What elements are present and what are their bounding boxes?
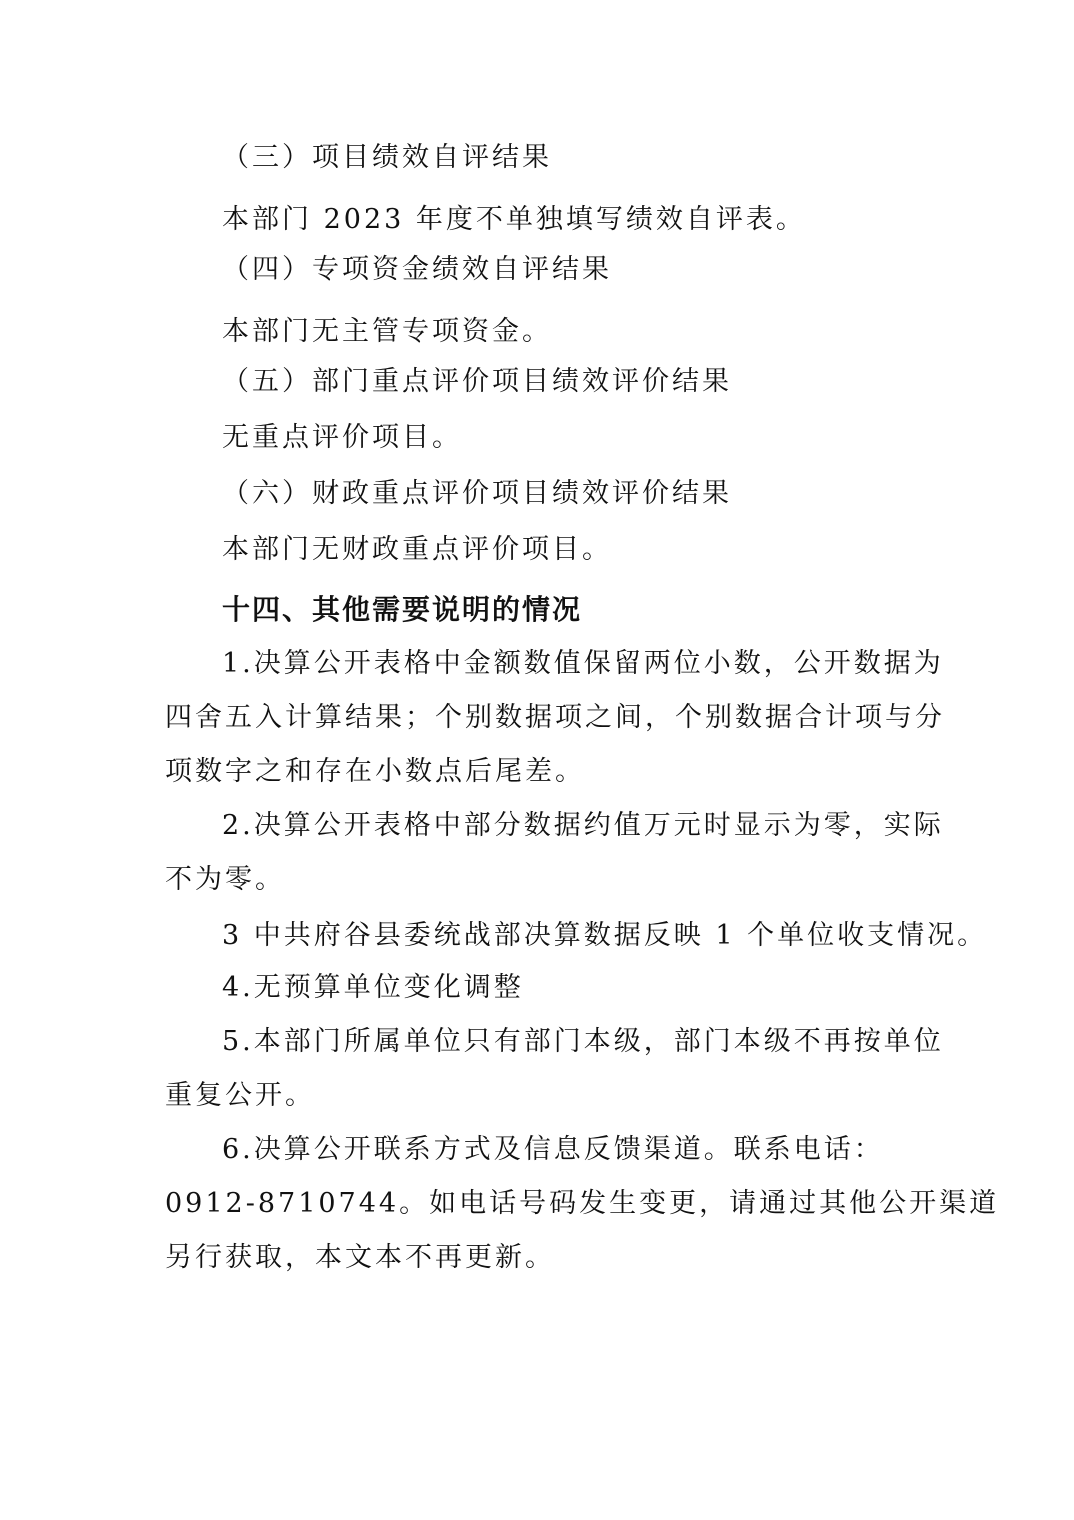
item-1-line-3: 项数字之和存在小数点后尾差。: [165, 756, 585, 787]
section-3-title: （三）项目绩效自评结果: [222, 142, 552, 173]
item-6-line-1: 6.决算公开联系方式及信息反馈渠道。联系电话：: [222, 1134, 884, 1165]
item-2-line-2: 不为零。: [165, 864, 285, 895]
item-2-line-1: 2.决算公开表格中部分数据约值万元时显示为零，实际: [222, 810, 944, 841]
item-6-line-2: 0912-8710744。如电话号码发生变更，请通过其他公开渠道: [165, 1188, 1000, 1219]
section-6-title: （六）财政重点评价项目绩效评价结果: [222, 478, 732, 509]
item-6-line-3: 另行获取，本文本不再更新。: [165, 1242, 555, 1273]
item-5-line-2: 重复公开。: [165, 1080, 315, 1111]
section-4-text: 本部门无主管专项资金。: [222, 316, 552, 347]
chapter-14-heading: 十四、其他需要说明的情况: [222, 593, 583, 626]
item-4: 4.无预算单位变化调整: [222, 972, 524, 1003]
section-4-title: （四）专项资金绩效自评结果: [222, 254, 612, 285]
section-3-text: 本部门 2023 年度不单独填写绩效自评表。: [222, 204, 806, 235]
item-5-line-1: 5.本部门所属单位只有部门本级，部门本级不再按单位: [222, 1026, 944, 1057]
item-1-line-1: 1.决算公开表格中金额数值保留两位小数，公开数据为: [222, 648, 944, 679]
section-6-text: 本部门无财政重点评价项目。: [222, 534, 612, 565]
item-3: 3 中共府谷县委统战部决算数据反映 1 个单位收支情况。: [222, 920, 988, 951]
item-1-line-2: 四舍五入计算结果；个别数据项之间，个别数据合计项与分: [165, 702, 945, 733]
section-5-title: （五）部门重点评价项目绩效评价结果: [222, 366, 732, 397]
section-5-text: 无重点评价项目。: [222, 422, 462, 453]
